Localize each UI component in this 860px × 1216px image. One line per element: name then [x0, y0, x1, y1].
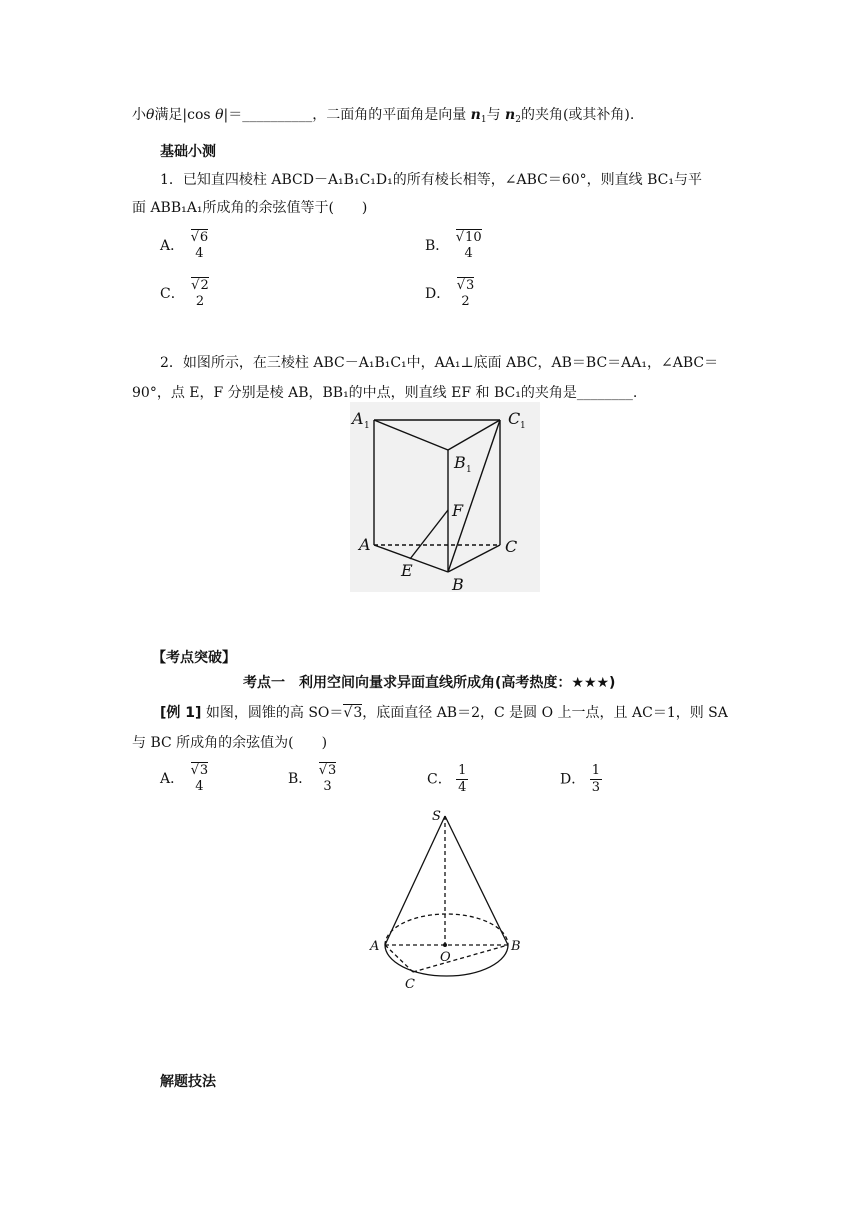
label-b1: B — [454, 453, 466, 472]
intro-line: 小θ满足|cos θ|＝__________，二面角的平面角是向量 $n_1$与 $n_2$的夹角(或其补角). — [132, 107, 635, 125]
fraction: √ 3 2 — [455, 278, 477, 310]
cone-label-s: S — [432, 809, 441, 824]
label-c1: C — [508, 409, 521, 428]
label-c: C — [505, 537, 518, 556]
svg-text:1: 1 — [520, 421, 526, 431]
fraction: $\frac{1}{4}$ — [458, 763, 467, 795]
label-b: B — [452, 575, 464, 592]
label-a1: A — [352, 409, 364, 428]
label-f: F — [452, 501, 464, 520]
section-basic-title: 基础小测 — [160, 144, 216, 160]
section-breakthrough-title: 【考点突破】 — [152, 650, 236, 666]
q2-line1: 2．如图所示，在三棱柱 ABC－A₁B₁C₁中，AA₁⊥底面 ABC，AB＝BC＝AA₁，∠ABC＝ — [160, 355, 719, 371]
svg-text:1: 1 — [364, 421, 370, 431]
section-method-title: 解题技法 — [160, 1074, 216, 1090]
fraction: √ 10 4 — [454, 230, 484, 262]
fraction: √ 3 4 — [189, 763, 211, 795]
cone-figure — [365, 808, 535, 993]
example1-line1: [例 1] 如图，圆锥的高 SO＝√ 3，底面直径 AB＝2，C 是圆 O 上一点，且 AC＝1，则 SA — [160, 703, 728, 723]
cone-label-a: A — [370, 939, 380, 954]
prism-figure — [350, 402, 540, 592]
example1-line2: 与 BC 所成角的余弦值为( ) — [132, 735, 328, 751]
cone-label-c: C — [405, 977, 415, 992]
ex1-option-a[interactable]: A． √ 3 4 — [160, 763, 210, 795]
label-a: A — [359, 535, 371, 554]
q1-line2: 面 ABB₁A₁所成角的余弦值等于( ) — [132, 200, 368, 216]
fraction: $\frac{1}{3}$ — [591, 763, 600, 795]
q1-line1: 1．已知直四棱柱 ABCD－A₁B₁C₁D₁的所有棱长相等，∠ABC＝60°，则直线 BC₁与平 — [160, 172, 702, 188]
q1-option-c[interactable]: C． √ 2 2 — [160, 278, 211, 310]
fraction: √ 2 2 — [189, 278, 211, 310]
q1-option-a[interactable]: A． √ 6 4 — [160, 230, 210, 262]
q2-line2: 90°，点 E，F 分别是棱 AB，BB₁的中点，则直线 EF 和 BC₁的夹角是________. — [132, 385, 638, 401]
cone-label-o: O — [440, 950, 451, 965]
fraction: √ 3 3 — [317, 763, 339, 795]
svg-text:1: 1 — [466, 465, 472, 475]
ex1-option-c[interactable]: C． $\frac{1}{4}$ — [427, 763, 467, 795]
cone-label-b: B — [511, 939, 521, 954]
fraction: √ 6 4 — [189, 230, 211, 262]
q1-option-b[interactable]: B． √ 10 4 — [425, 230, 484, 262]
ex1-option-b[interactable]: B． √ 3 3 — [288, 763, 338, 795]
q1-option-d[interactable]: D． √ 3 2 — [425, 278, 476, 310]
label-e: E — [401, 561, 413, 580]
topic-heading: 考点一 利用空间向量求异面直线所成角(高考热度：★★★) — [243, 675, 616, 691]
ex1-option-d[interactable]: D． $\frac{1}{3}$ — [560, 763, 600, 795]
